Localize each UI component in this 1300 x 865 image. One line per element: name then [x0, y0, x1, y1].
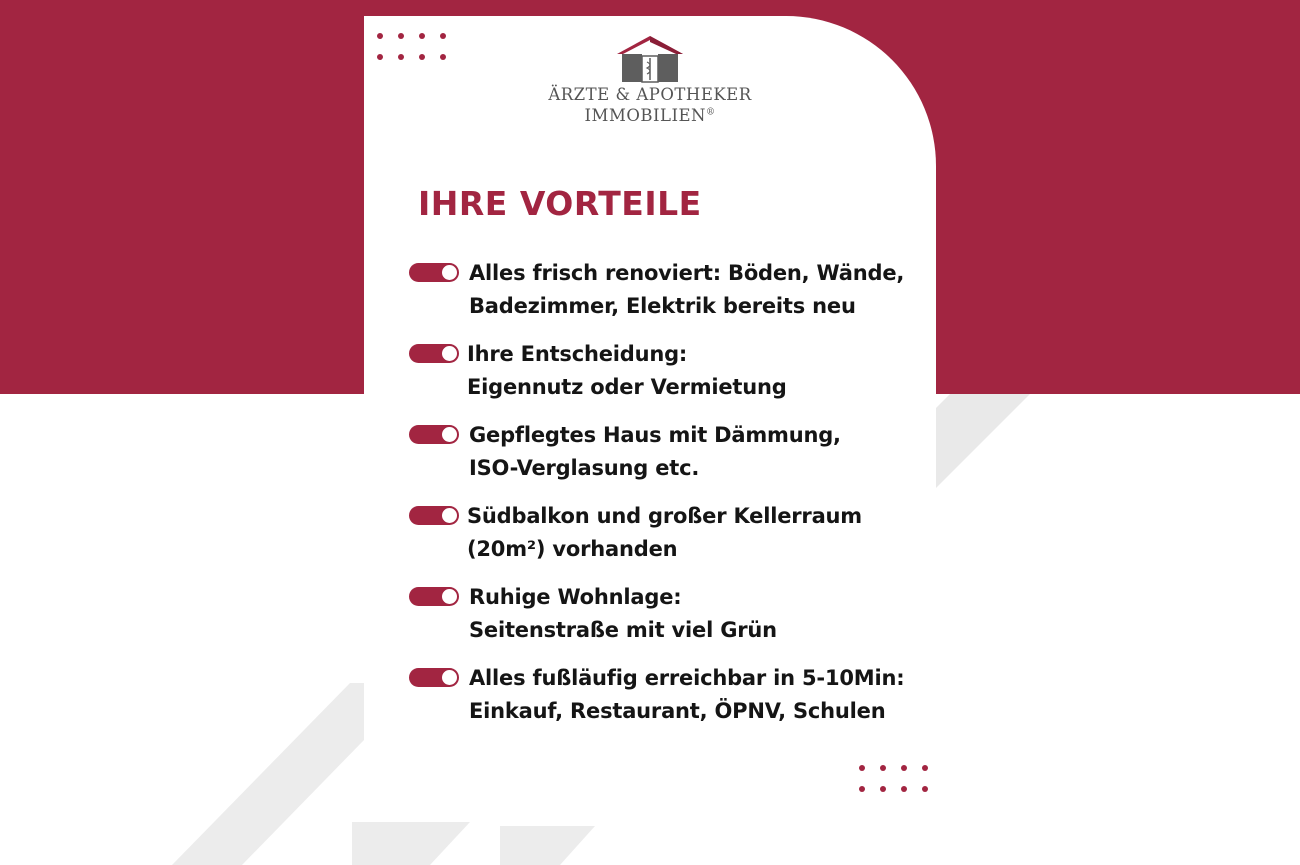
benefit-text: [469, 419, 939, 485]
benefit-text: [469, 257, 939, 323]
brand-name-line2: IMMOBILIEN®: [584, 106, 716, 125]
benefit-line1: Alles fußläufig erreichbar in 5-10Min:: [469, 666, 905, 690]
brand-name-line1: ÄRZTE & APOTHEKER: [548, 85, 752, 104]
benefit-line1: Ihre Entscheidung:: [467, 342, 688, 366]
toggle-on-icon: [409, 668, 459, 687]
benefit-text: [469, 662, 939, 728]
benefit-item: [409, 257, 939, 338]
benefit-item: [409, 581, 939, 662]
dot-pattern-bottom: [859, 765, 928, 792]
benefit-item: [409, 500, 939, 581]
dot-pattern-top: [377, 33, 446, 60]
house-icon: [614, 34, 686, 84]
benefit-item: [409, 338, 939, 419]
page-title: IHRE VORTEILE: [418, 184, 702, 223]
benefit-line1: Gepflegtes Haus mit Dämmung,: [469, 423, 841, 447]
toggle-on-icon: [409, 344, 459, 363]
benefit-line1: Alles frisch renoviert: Böden, Wände,: [469, 261, 905, 285]
benefit-item: [409, 662, 939, 743]
toggle-on-icon: [409, 263, 459, 282]
benefits-list: [409, 257, 939, 743]
toggle-on-icon: [409, 506, 459, 525]
brand-logo: [540, 34, 760, 126]
benefit-line2: Einkauf, Restaurant, ÖPNV, Schulen: [469, 699, 886, 723]
benefit-line2: Badezimmer, Elektrik bereits neu: [469, 294, 856, 318]
benefit-text: [469, 581, 939, 647]
toggle-on-icon: [409, 425, 459, 444]
benefit-line2: ISO-Verglasung etc.: [469, 456, 700, 480]
benefit-text: [467, 500, 937, 566]
benefit-line1: Südbalkon und großer Kellerraum: [467, 504, 862, 528]
benefit-item: [409, 419, 939, 500]
registered-mark: ®: [705, 107, 716, 118]
benefit-line2: (20m²) vorhanden: [467, 537, 678, 561]
benefit-line2: Seitenstraße mit viel Grün: [469, 618, 777, 642]
benefit-line2: Eigennutz oder Vermietung: [467, 375, 787, 399]
benefit-line1: Ruhige Wohnlage:: [469, 585, 682, 609]
toggle-on-icon: [409, 587, 459, 606]
benefit-text: [467, 338, 937, 404]
